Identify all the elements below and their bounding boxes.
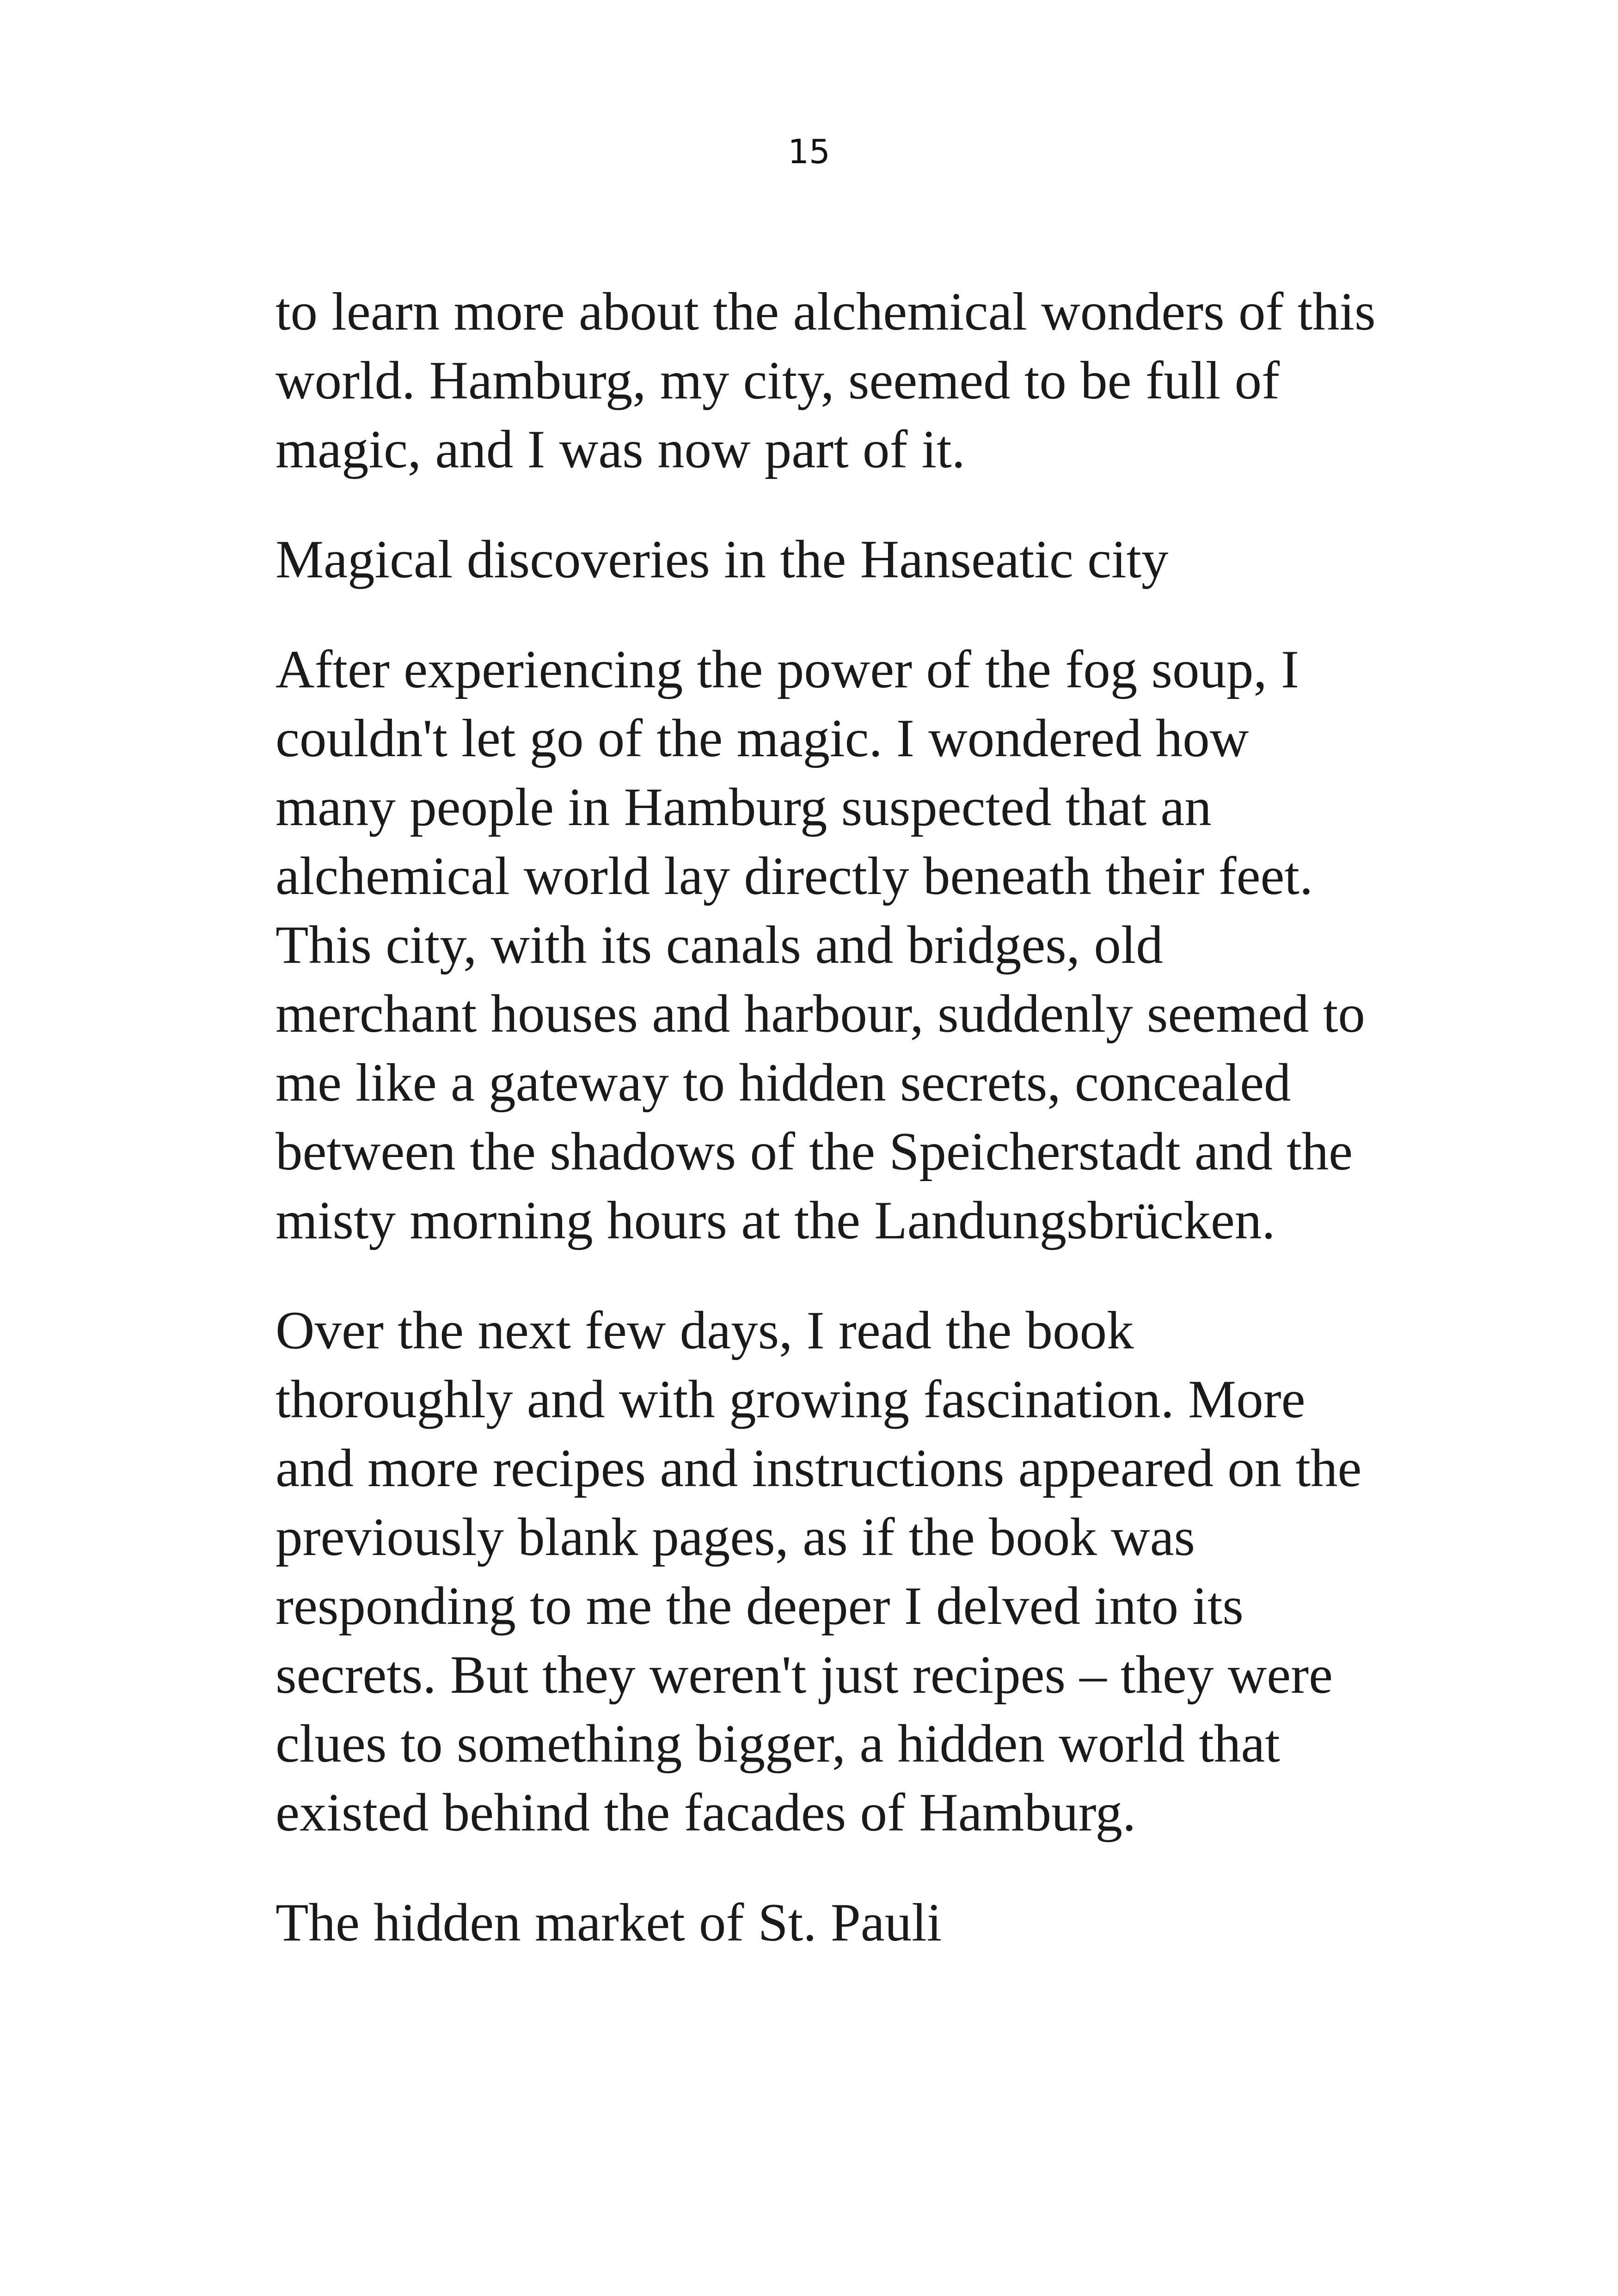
section-heading-hidden-market: The hidden market of St. Pauli [276,1893,942,1953]
paragraph-fog-soup: After experiencing the power of the fog soup, I couldn't let go of the magic. I wondered how many people in Hamburg suspected that an alchemical world lay directly beneath their feet. This city, with its canals and bridges, old merchant houses and harbour, suddenly seemed to me like a gateway to hidden secrets, concealed between the shadows of the Speicherstadt and the misty morning hours at the Landungsbrücken. [276,640,1365,1250]
paragraph-continuation: to learn more about the alchemical wonders of this world. Hamburg, my city, seemed to be full of magic, and I was now part of it. [276,282,1376,479]
paragraph-reading-book: Over the next few days, I read the book thoroughly and with growing fascination. More and more recipes and instructions appeared on the previously blank pages, as if the book was responding to me the deeper I delved into its secrets. But they weren't just recipes – they were clues to something bigger, a hidden world that existed behind the facades of Hamburg. [276,1301,1362,1843]
page-body [276,277,1376,1998]
page-number: 15 [788,132,830,171]
section-heading-magical-discoveries: Magical discoveries in the Hanseatic city [276,530,1169,589]
